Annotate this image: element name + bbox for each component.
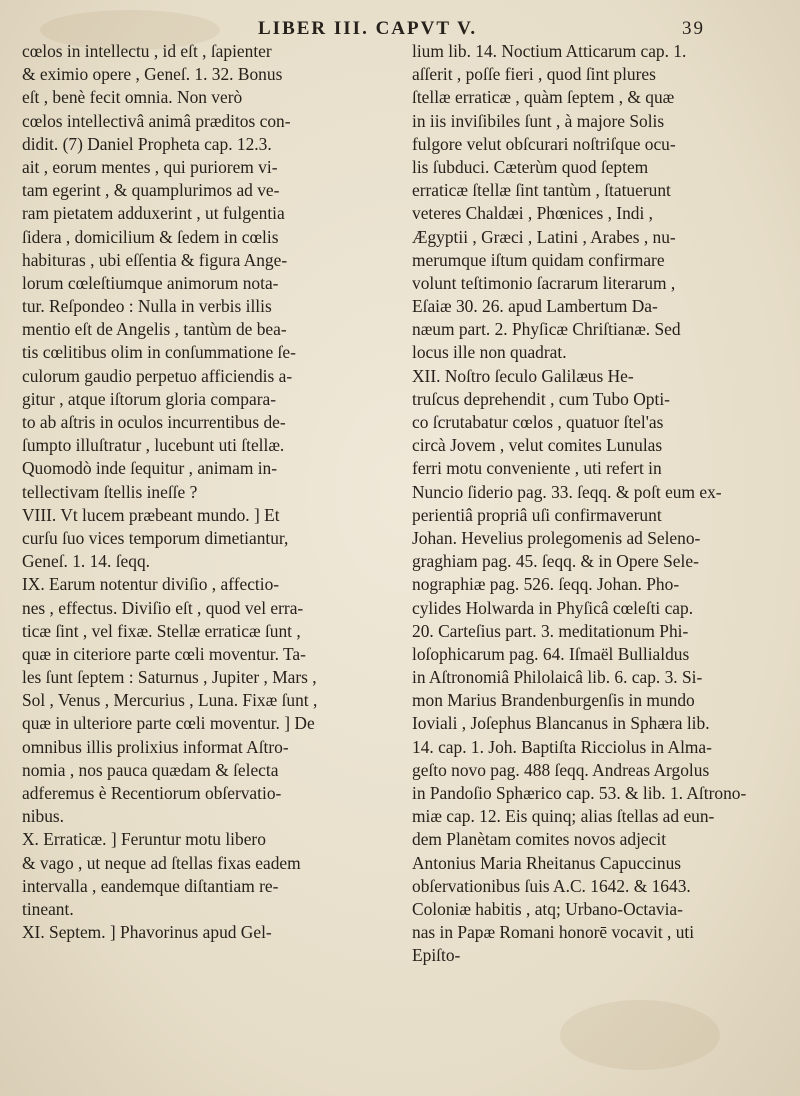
text-line: ticæ ſint , vel fixæ. Stellæ erraticæ ſunt , xyxy=(22,620,301,641)
text-line: ait , eorum mentes , qui puriorem vi- xyxy=(22,156,278,177)
text-line: nas in Papæ Romani honorē vocavit , uti xyxy=(412,922,695,943)
text-line: veteres Chaldæi , Phœnices , Indi , xyxy=(412,203,654,224)
text-line: aſſerit , poſſe fieri , quod ſint plures xyxy=(412,64,656,85)
text-line: Nuncio ſiderio pag. 33. ſeqq. & poſt eum ex- xyxy=(412,481,722,502)
text-line: obſervationibus ſuis A.C. 1642. & 1643. xyxy=(412,875,691,896)
text-line: circà Jovem , velut comites Lunulas xyxy=(412,435,663,456)
text-line: quæ in ulteriore parte cœli moventur. ] De xyxy=(22,713,315,734)
text-line: omnibus illis prolixius informat Aſtro- xyxy=(22,736,289,757)
text-line: ram pietatem adduxerint , ut fulgentia xyxy=(22,203,285,224)
text-line: co ſcrutabatur cœlos , quatuor ſtel'as xyxy=(412,412,664,432)
text-line: to ab aſtris in oculos incurrentibus de- xyxy=(22,412,286,432)
running-title: LIBER III. CAPVT V. xyxy=(258,18,478,39)
text-line: in iis inviſibiles ſunt , à majore Solis xyxy=(412,110,665,131)
text-line: truſcus deprehendit , cum Tubo Opti- xyxy=(412,388,670,409)
text-line: 20. Carteſius part. 3. meditationum Phi- xyxy=(412,620,689,641)
text-line: Antonius Maria Rheitanus Capuccinus xyxy=(412,852,682,873)
text-line: IX. Earum notentur diviſio , affectio- xyxy=(22,574,280,595)
text-line: merumque iſtum quidam confirmare xyxy=(412,249,665,270)
text-line: lium lib. 14. Noctium Atticarum cap. 1. xyxy=(412,41,687,61)
text-line: X. Erraticæ. ] Feruntur motu libero xyxy=(22,829,266,850)
text-line: locus ille non quadrat. xyxy=(412,342,567,363)
text-line: nographiæ pag. 526. ſeqq. Johan. Pho- xyxy=(412,574,680,595)
page-number: 39 xyxy=(682,18,705,39)
text-line: Epiſto- xyxy=(412,945,461,966)
text-line: cylides Holwarda in Phyſicâ cœleſti cap. xyxy=(412,597,694,618)
text-line: ſtellæ erraticæ , quàm ſeptem , & quæ xyxy=(412,87,675,108)
text-line: loſophicarum pag. 64. Iſmaël Bullialdus xyxy=(412,643,690,664)
text-line: miæ cap. 12. Eis quinq; alias ſtellas ad eun- xyxy=(412,806,715,827)
text-line: Johan. Hevelius prolegomenis ad Seleno- xyxy=(412,527,701,548)
text-line: 14. cap. 1. Joh. Baptiſta Ricciolus in Alma- xyxy=(412,736,712,757)
text-line: perientiâ propriâ uſi confirmaverunt xyxy=(412,504,662,525)
text-line: fulgore velut obſcurari noſtriſque ocu- xyxy=(412,133,676,154)
text-line: intervalla , eandemque diſtantiam re- xyxy=(22,875,279,896)
text-line: dem Planètam comites novos adjecit xyxy=(412,829,667,850)
text-line: VIII. Vt lucem præbeant mundo. ] Et xyxy=(22,504,280,525)
text-line: tineant. xyxy=(22,898,74,919)
text-line: nibus. xyxy=(22,806,65,827)
text-line: volunt teſtimonio ſacrarum literarum , xyxy=(412,272,676,293)
text-line: ſidera , domicilium & ſedem in cœlis xyxy=(22,226,279,247)
text-line: eſt , benè fecit omnia. Non verò xyxy=(22,87,243,108)
text-line: mon Marius Brandenburgenſis in mundo xyxy=(412,690,695,711)
text-line: & eximio opere , Geneſ. 1. 32. Bonus xyxy=(22,64,283,85)
text-line: tellectivam ſtellis ineſſe ? xyxy=(22,481,198,502)
left-text-column xyxy=(22,40,382,944)
text-line: XI. Septem. ] Phavorinus apud Gel- xyxy=(22,922,272,943)
text-line: næum part. 2. Phyſicæ Chriſtianæ. Sed xyxy=(412,319,681,340)
text-line: gitur , atque iſtorum gloria compara- xyxy=(22,388,277,409)
text-line: Ægyptii , Græci , Latini , Arabes , nu- xyxy=(412,226,676,247)
text-line: XII. Noſtro ſeculo Galilæus He- xyxy=(412,365,634,386)
text-line: les ſunt ſeptem : Saturnus , Jupiter , Mars , xyxy=(22,667,317,688)
text-line: adferemus è Recentiorum obſervatio- xyxy=(22,783,282,803)
text-line: Eſaiæ 30. 26. apud Lambertum Da- xyxy=(412,296,658,317)
text-line: Coloniæ habitis , atq; Urbano-Octavia- xyxy=(412,898,683,919)
text-line: graghiam pag. 45. ſeqq. & in Opere Sele- xyxy=(412,551,699,572)
text-line: didit. (7) Daniel Propheta cap. 12.3. xyxy=(22,133,272,154)
text-line: cœlos in intellectu , id eſt , ſapienter xyxy=(22,41,272,61)
text-line: & vago , ut neque ad ſtellas fixas eadem xyxy=(22,852,301,873)
text-line: tis cœlitibus olim in conſummatione ſe- xyxy=(22,342,296,363)
text-line: Quomodò inde ſequitur , animam in- xyxy=(22,458,278,479)
text-line: nes , effectus. Diviſio eſt , quod vel erra- xyxy=(22,597,304,618)
text-line: lorum cœleſtiumque animorum nota- xyxy=(22,272,279,293)
text-line: mentio eſt de Angelis , tantùm de bea- xyxy=(22,319,287,340)
text-line: curſu ſuo vices temporum dimetiantur, xyxy=(22,527,289,548)
paper-stain xyxy=(560,1000,720,1070)
text-line: ferri motu conveniente , uti refert in xyxy=(412,458,662,479)
text-line: nomia , nos pauca quædam & ſelecta xyxy=(22,759,279,780)
text-line: tam egerint , & quamplurimos ad ve- xyxy=(22,180,280,201)
text-line: Sol , Venus , Mercurius , Luna. Fixæ ſunt , xyxy=(22,690,318,711)
text-line: quæ in citeriore parte cœli moventur. Ta- xyxy=(22,643,306,664)
text-line: lis ſubduci. Cæterùm quod ſeptem xyxy=(412,156,649,177)
text-line: geſto novo pag. 488 ſeqq. Andreas Argolus xyxy=(412,759,710,780)
text-line: Ioviali , Joſephus Blancanus in Sphæra lib. xyxy=(412,713,710,734)
text-line: erraticæ ſtellæ ſint tantùm , ſtatuerunt xyxy=(412,180,671,201)
text-line: culorum gaudio perpetuo afficiendis a- xyxy=(22,365,293,386)
text-line: in Aſtronomiâ Philolaicâ lib. 6. cap. 3. Si- xyxy=(412,667,703,688)
text-line: ſumpto illuſtratur , lucebunt uti ſtellæ. xyxy=(22,435,285,456)
right-text-column xyxy=(412,40,772,968)
text-line: cœlos intellectivâ animâ præditos con- xyxy=(22,110,291,131)
text-line: in Pandoſio Sphærico cap. 53. & lib. 1. Aſtrono- xyxy=(412,783,747,803)
text-line: habituras , ubi eſſentia & figura Ange- xyxy=(22,249,288,270)
text-line: Geneſ. 1. 14. ſeqq. xyxy=(22,551,150,572)
text-line: tur. Reſpondeo : Nulla in verbis illis xyxy=(22,296,272,317)
